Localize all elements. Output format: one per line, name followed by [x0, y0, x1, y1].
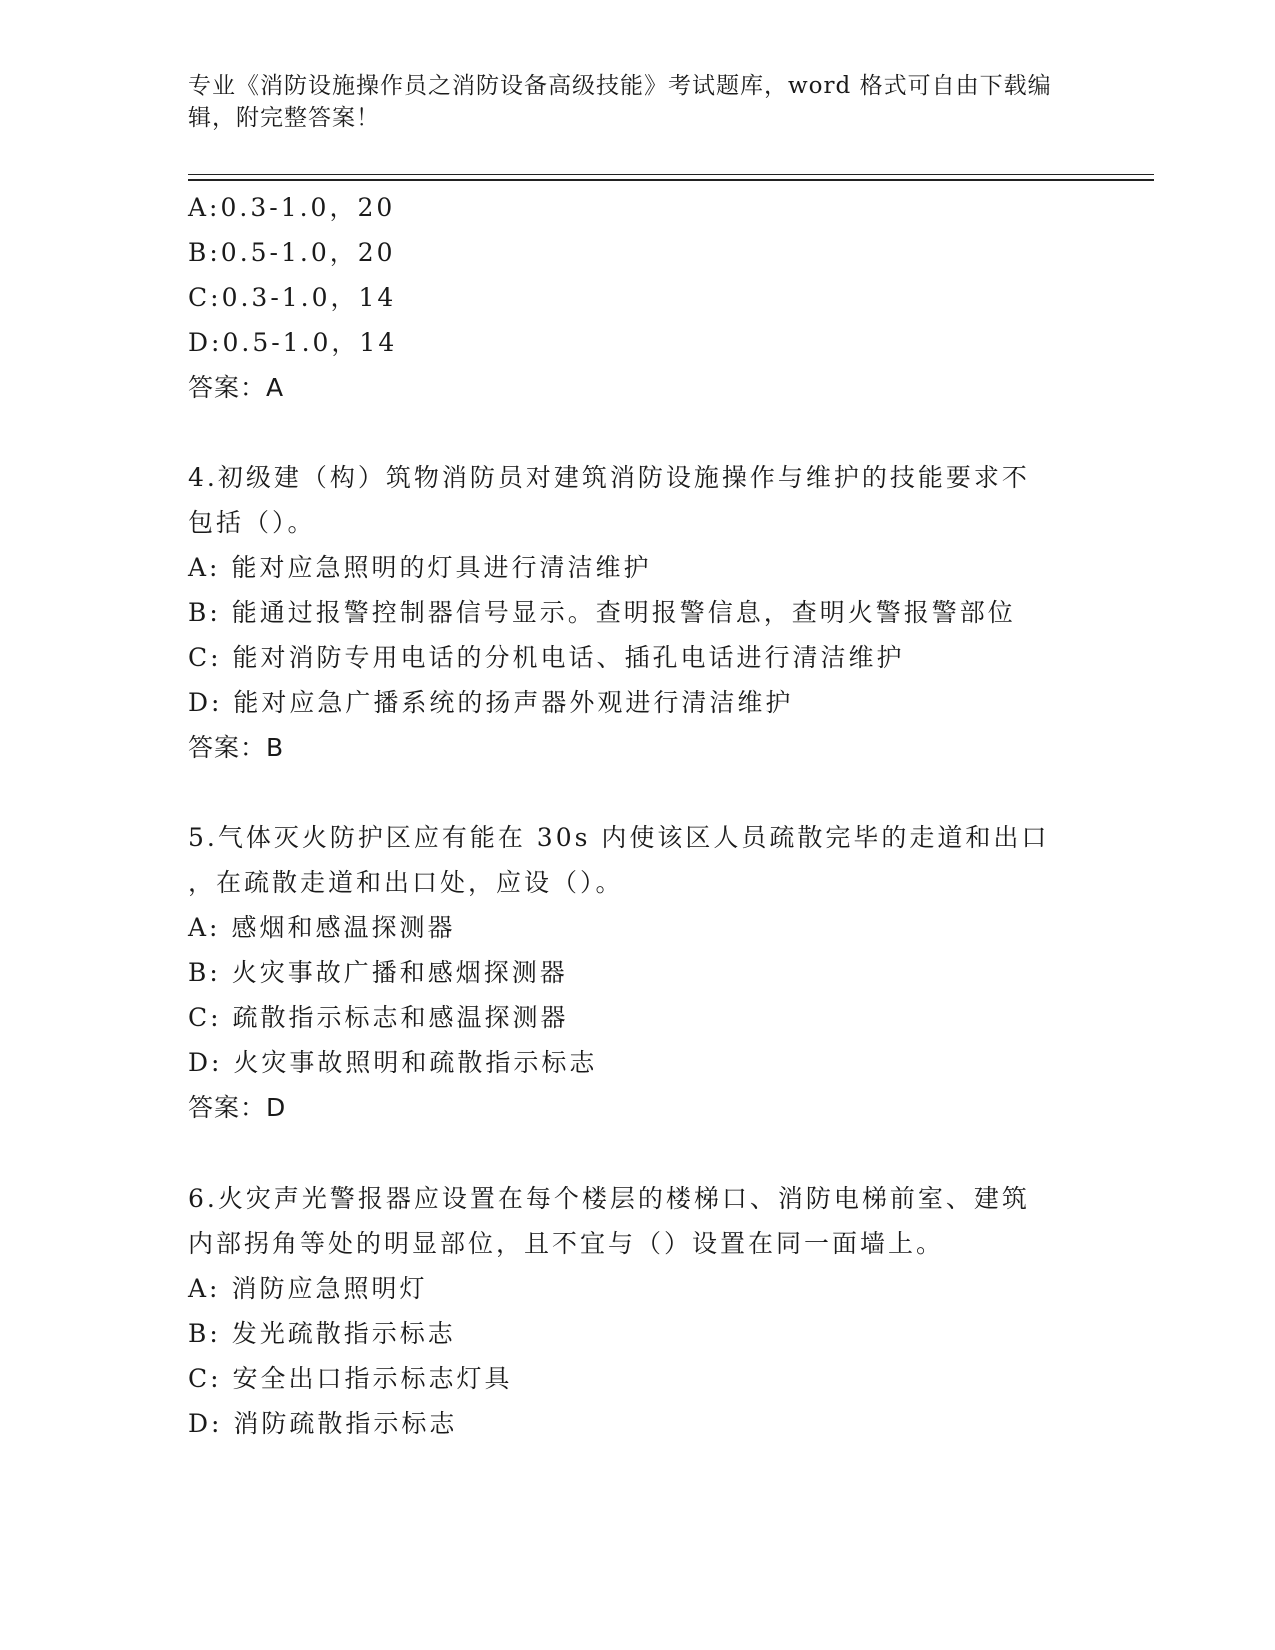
- q4-answer: 答案：B: [188, 733, 285, 762]
- header-line-1: 专业《消防设施操作员之消防设备高级技能》考试题库，word 格式可自由下载编: [188, 73, 1052, 99]
- q3-answer: 答案：A: [188, 373, 285, 402]
- header-rule-top: [188, 174, 1154, 175]
- q3-option-a: A:0.3-1.0，20: [188, 193, 396, 222]
- q5-stem-line-2: ，在疏散走道和出口处，应设（）。: [188, 868, 624, 897]
- q6-option-c: C: 安全出口指示标志灯具: [188, 1364, 513, 1393]
- q6-option-b: B: 发光疏散指示标志: [188, 1319, 456, 1348]
- q6-stem-line-1: 6.火灾声光警报器应设置在每个楼层的楼梯口、消防电梯前室、建筑: [188, 1184, 1030, 1213]
- document-header: [188, 70, 1068, 134]
- q6-option-d: D: 消防疏散指示标志: [188, 1409, 458, 1438]
- q5-option-c: C: 疏散指示标志和感温探测器: [188, 1003, 569, 1032]
- q5-option-b: B: 火灾事故广播和感烟探测器: [188, 958, 568, 987]
- q4-option-c: C: 能对消防专用电话的分机电话、插孔电话进行清洁维护: [188, 643, 905, 672]
- q3-option-c: C:0.3-1.0，14: [188, 283, 397, 312]
- header-line-2: 辑，附完整答案！: [188, 105, 380, 131]
- q4-option-d: D: 能对应急广播系统的扬声器外观进行清洁维护: [188, 688, 794, 717]
- q5-stem-line-1: 5.气体灭火防护区应有能在 30s 内使该区人员疏散完毕的走道和出口: [188, 823, 1050, 852]
- q5-option-a: A: 感烟和感温探测器: [188, 913, 456, 942]
- q5-option-d: D: 火灾事故照明和疏散指示标志: [188, 1048, 598, 1077]
- q4-stem-line-2: 包括（）。: [188, 508, 316, 537]
- q5-answer: 答案：D: [188, 1093, 287, 1122]
- q4-option-a: A: 能对应急照明的灯具进行清洁维护: [188, 553, 652, 582]
- q3-option-d: D:0.5-1.0，14: [188, 328, 398, 357]
- q3-option-b: B:0.5-1.0，20: [188, 238, 396, 267]
- header-rule-bottom: [188, 179, 1154, 181]
- q6-option-a: A: 消防应急照明灯: [188, 1274, 428, 1303]
- q4-option-b: B: 能通过报警控制器信号显示。查明报警信息，查明火警报警部位: [188, 598, 1016, 627]
- q4-stem-line-1: 4.初级建（构）筑物消防员对建筑消防设施操作与维护的技能要求不: [188, 463, 1030, 492]
- q6-stem-line-2: 内部拐角等处的明显部位，且不宜与（）设置在同一面墙上。: [188, 1229, 945, 1258]
